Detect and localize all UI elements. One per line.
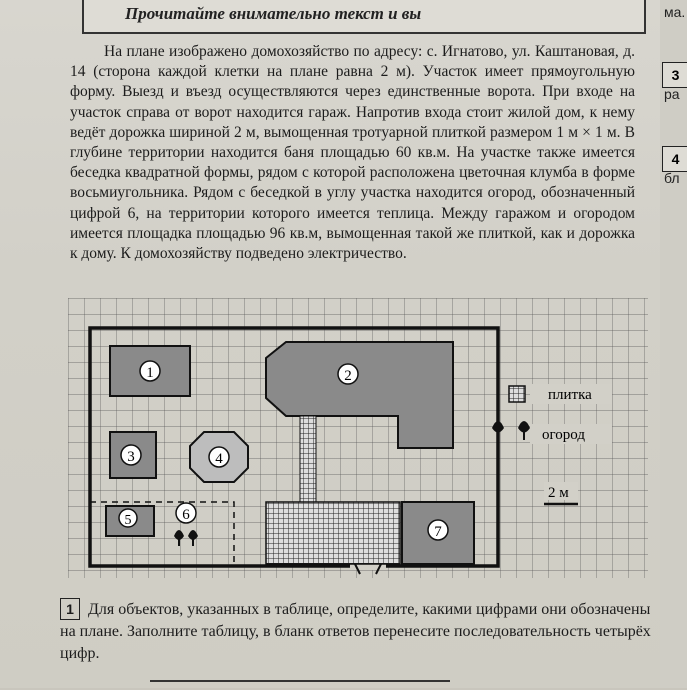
label-2: 2	[344, 368, 352, 384]
property-plan	[68, 298, 648, 578]
right-edge-text-ra: ра	[664, 86, 680, 102]
legend-tile-icon	[509, 386, 525, 402]
legend-scale-label: 2 м	[548, 485, 569, 501]
label-5: 5	[124, 513, 132, 528]
problem-text: На плане изображено домохозяйство по адресу: с. Игнатово, ул. Каштановая, д. 14 (сторона каждой клетки на плане равна 2 м). Участок имеет прямоугольную форму. Выезд и въезд осуществляются через единственные ворота. При входе на участок справа от ворот находится гараж. Напротив входа стоит жилой дом, к нему ведёт дорожка шириной 2 м, вымощенная тротуарной плиткой размером 1 м × 1 м. В глубине территории находится баня площадью 60 кв.м. На участке также имеется беседка квадратной формы, рядом с которой расположена цветочная клумба в форме восьмиугольника. Рядом с беседкой в углу участка находится огород, обозначенный цифрой 6, на территории которого имеется теплица. Между гаражом и огородом имеется площадка площадью 96 кв.м, вымощенная такой же плиткой, как и дорожка к дому. К домохозяйству подведено электричество.	[70, 43, 635, 263]
question-text: Для объектов, указанных в таблице, определите, какими цифрами они обозначены на плане. Заполните таблицу, в бланк ответов перенесите последовательность четырёх цифр.	[60, 601, 651, 662]
right-edge-text-b: бл	[664, 170, 680, 186]
legend-tile-label: плитка	[548, 387, 592, 403]
question-number: 1	[60, 598, 80, 620]
header-title: Прочитайте внимательно текст и вы	[125, 4, 422, 23]
label-3: 3	[127, 449, 135, 465]
answer-line	[150, 680, 450, 690]
label-7: 7	[434, 524, 442, 540]
tiled-path	[300, 416, 316, 502]
right-edge-task-box-4: 4	[662, 146, 687, 172]
right-edge-task-box-3: 3	[662, 62, 687, 88]
right-edge-column	[660, 0, 687, 688]
right-edge-text-top: ма.	[664, 4, 686, 20]
tiled-platform	[266, 502, 400, 564]
label-1: 1	[146, 365, 154, 381]
label-4: 4	[215, 451, 223, 467]
legend-garden-label: огород	[542, 427, 585, 443]
question-block	[60, 598, 660, 665]
label-6: 6	[182, 507, 190, 523]
